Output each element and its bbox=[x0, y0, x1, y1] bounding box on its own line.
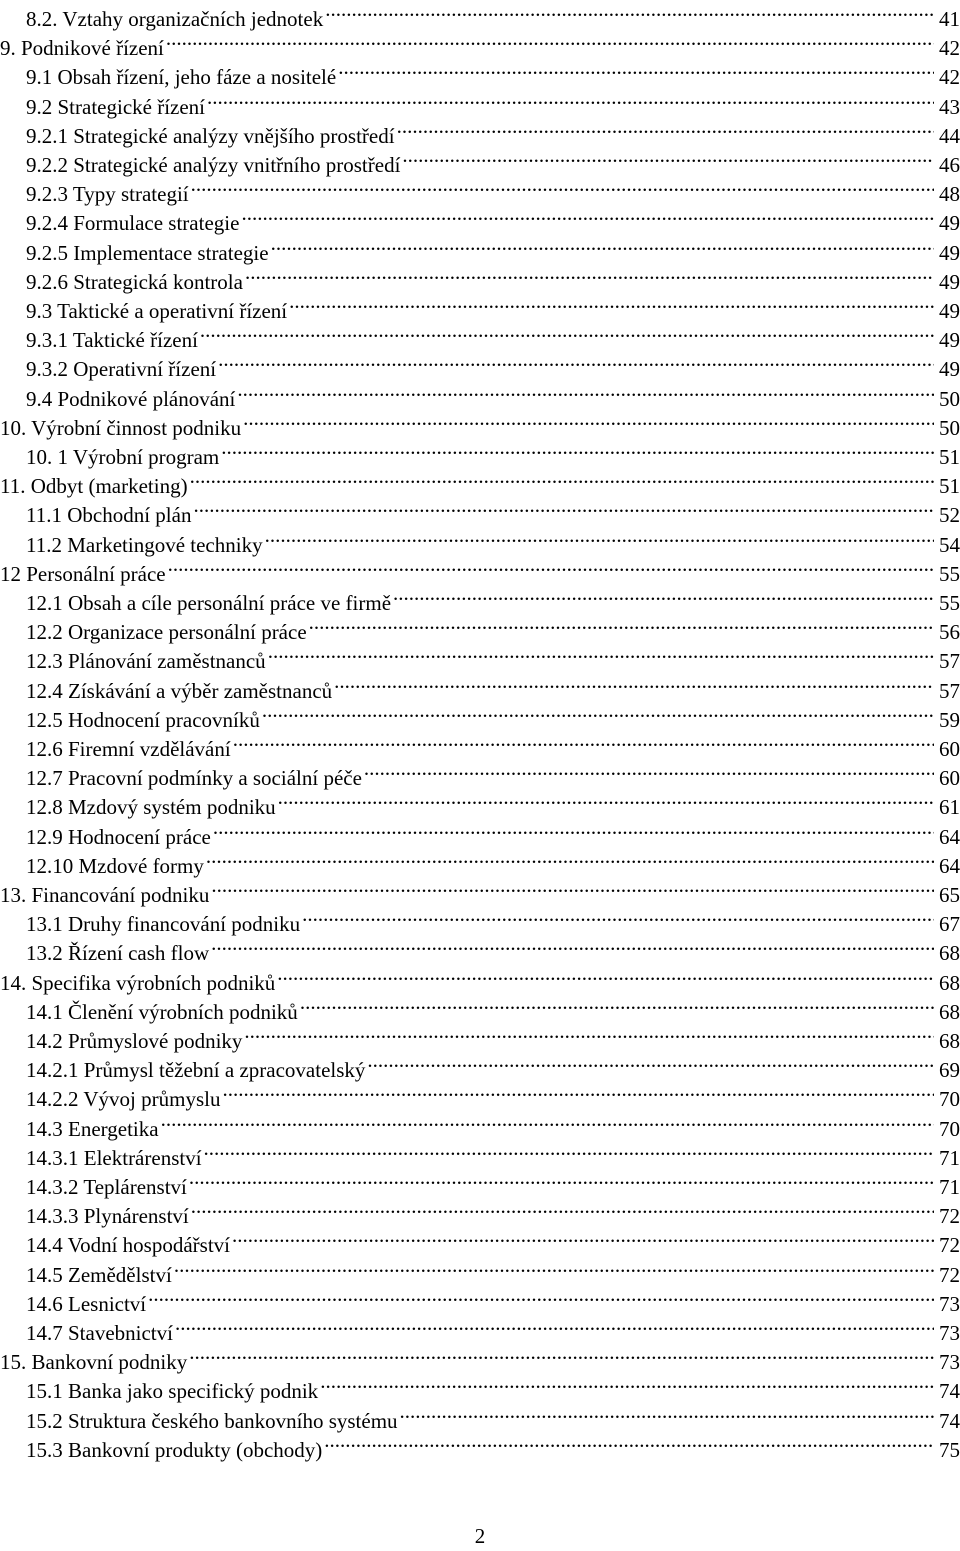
dot-leader bbox=[175, 1311, 934, 1340]
dot-leader bbox=[262, 698, 934, 727]
toc-entry-title: 9.2.1 Strategické analýzy vnějšího prostředí bbox=[26, 123, 395, 148]
dot-leader bbox=[213, 815, 934, 844]
toc-entry-page-number: 72 bbox=[939, 1233, 960, 1258]
toc-entry-page-number: 44 bbox=[939, 123, 960, 148]
toc-entry[interactable] bbox=[0, 1282, 960, 1316]
toc-entry-title: 12.7 Pracovní podmínky a sociální péče bbox=[26, 766, 362, 791]
toc-entry-title: 9.2.6 Strategická kontrola bbox=[26, 269, 243, 294]
dot-leader bbox=[325, 0, 934, 26]
toc-entry[interactable] bbox=[0, 1165, 960, 1199]
dot-leader bbox=[190, 464, 934, 493]
toc-entry-title: 8.2. Vztahy organizačních jednotek bbox=[26, 7, 324, 31]
toc-entry-page-number: 57 bbox=[939, 678, 960, 703]
dot-leader bbox=[324, 1428, 934, 1457]
dot-leader bbox=[244, 1019, 934, 1048]
toc-entry-page-number: 43 bbox=[939, 94, 960, 119]
toc-entry-page-number: 49 bbox=[939, 269, 960, 294]
dot-leader bbox=[221, 435, 934, 464]
dot-leader bbox=[161, 1107, 934, 1136]
toc-entry-title: 9.1 Obsah řízení, jeho fáze a nositelé bbox=[26, 65, 337, 90]
toc-entry[interactable] bbox=[0, 406, 960, 440]
toc-entry[interactable] bbox=[0, 377, 960, 411]
toc-entry-title: 14.2.1 Průmysl těžební a zpracovatelský bbox=[26, 1058, 366, 1083]
toc-entry-page-number: 74 bbox=[939, 1408, 960, 1433]
toc-entry[interactable] bbox=[0, 1311, 960, 1345]
dot-leader bbox=[400, 1399, 934, 1428]
toc-entry-page-number: 55 bbox=[939, 561, 960, 586]
toc-entry-title: 9. Podnikové řízení bbox=[0, 36, 164, 61]
toc-entry-page-number: 68 bbox=[939, 941, 960, 966]
toc-entry-title: 9.2.2 Strategické analýzy vnitřního prostředí bbox=[26, 153, 401, 177]
toc-entry-title: 11.1 Obchodní plán bbox=[26, 503, 192, 528]
dot-leader bbox=[278, 785, 934, 814]
toc-entry[interactable] bbox=[0, 1369, 960, 1404]
dot-leader bbox=[168, 552, 934, 581]
dot-leader bbox=[302, 902, 934, 931]
toc-entry-title: 12.1 Obsah a cíle personální práce ve firmě bbox=[26, 591, 392, 615]
toc-entry-page-number: 50 bbox=[939, 386, 960, 411]
dot-leader bbox=[232, 1223, 934, 1252]
toc-entry-page-number: 42 bbox=[939, 65, 960, 90]
toc-entry-title: 14.3.2 Teplárenství bbox=[26, 1175, 187, 1199]
toc-entry[interactable] bbox=[0, 1107, 960, 1141]
toc-entry-title: 15.3 Bankovní produkty (obchody) bbox=[26, 1437, 323, 1462]
toc-entry-title: 13.1 Druhy financování podniku bbox=[26, 912, 301, 937]
toc-entry[interactable] bbox=[0, 289, 960, 323]
toc-entry[interactable] bbox=[0, 961, 960, 995]
toc-entry-page-number: 49 bbox=[939, 299, 960, 323]
toc-entry[interactable] bbox=[0, 201, 960, 236]
toc-entry-title: 9.4 Podnikové plánování bbox=[26, 386, 236, 411]
dot-leader bbox=[211, 931, 934, 960]
toc-entry-page-number: 65 bbox=[939, 883, 960, 907]
toc-entry-title: 14.4 Vodní hospodářství bbox=[26, 1233, 230, 1258]
toc-entry-title: 14.3.1 Elektrárenství bbox=[26, 1145, 202, 1170]
dot-leader bbox=[271, 231, 934, 260]
dot-leader bbox=[237, 377, 934, 406]
toc-entry-page-number: 67 bbox=[939, 912, 960, 937]
toc-entry[interactable] bbox=[0, 1340, 960, 1375]
toc-entry[interactable] bbox=[0, 1048, 960, 1083]
toc-entry[interactable] bbox=[0, 523, 960, 557]
dot-leader bbox=[222, 1077, 934, 1106]
toc-entry-page-number: 75 bbox=[939, 1437, 960, 1462]
toc-entry[interactable] bbox=[0, 610, 960, 645]
toc-entry[interactable] bbox=[0, 143, 960, 177]
toc-entry[interactable] bbox=[0, 990, 960, 1024]
toc-entry-page-number: 48 bbox=[939, 182, 960, 207]
toc-entry-page-number: 70 bbox=[939, 1087, 960, 1112]
toc-entry-page-number: 49 bbox=[939, 211, 960, 236]
toc-entry-page-number: 61 bbox=[939, 795, 960, 820]
dot-leader bbox=[218, 347, 934, 376]
toc-entry-page-number: 49 bbox=[939, 357, 960, 382]
toc-entry-title: 14.3 Energetika bbox=[26, 1116, 159, 1141]
toc-entry[interactable] bbox=[0, 698, 960, 732]
toc-entry-page-number: 68 bbox=[939, 999, 960, 1024]
toc-entry-title: 14.5 Zemědělství bbox=[26, 1262, 172, 1287]
toc-entry[interactable] bbox=[0, 785, 960, 820]
toc-entry-title: 14.1 Členění výrobních podniků bbox=[26, 999, 298, 1024]
toc-entry-page-number: 51 bbox=[939, 474, 960, 499]
page-number: 2 bbox=[474, 1524, 486, 1548]
toc-entry[interactable] bbox=[0, 902, 960, 937]
toc-entry-page-number: 52 bbox=[939, 503, 960, 528]
toc-entry-title: 11. Odbyt (marketing) bbox=[0, 474, 188, 499]
dot-leader bbox=[191, 1194, 934, 1223]
dot-leader bbox=[207, 85, 934, 114]
dot-leader bbox=[148, 1282, 934, 1311]
toc-entry-title: 12.10 Mzdové formy bbox=[26, 853, 204, 878]
toc-entry[interactable] bbox=[0, 26, 960, 61]
toc-entry-page-number: 60 bbox=[939, 737, 960, 761]
toc-entry[interactable] bbox=[0, 172, 960, 207]
toc-entry-title: 14. Specifika výrobních podniků bbox=[0, 970, 276, 995]
toc-entry-page-number: 50 bbox=[939, 415, 960, 440]
dot-leader bbox=[300, 990, 934, 1019]
dot-leader bbox=[397, 114, 934, 143]
toc-entry-title: 14.3.3 Plynárenství bbox=[26, 1204, 189, 1229]
dot-leader bbox=[367, 1048, 934, 1077]
toc-entry-page-number: 70 bbox=[939, 1116, 960, 1141]
dot-leader bbox=[320, 1369, 934, 1398]
toc-entry-page-number: 51 bbox=[939, 445, 960, 469]
toc-entry-page-number: 72 bbox=[939, 1262, 960, 1287]
toc-entry[interactable] bbox=[0, 727, 960, 761]
toc-entry-page-number: 73 bbox=[939, 1291, 960, 1316]
toc-entry-page-number: 57 bbox=[939, 649, 960, 674]
toc-entry-title: 9.2.5 Implementace strategie bbox=[26, 240, 269, 265]
toc-entry-title: 14.2.2 Vývoj průmyslu bbox=[26, 1087, 221, 1112]
dot-leader bbox=[200, 318, 934, 347]
toc-entry[interactable] bbox=[0, 1194, 960, 1229]
toc-entry[interactable] bbox=[0, 318, 960, 353]
toc-entry-title: 15.1 Banka jako specifický podnik bbox=[26, 1379, 319, 1404]
toc-entry[interactable] bbox=[0, 931, 960, 966]
toc-entry-page-number: 49 bbox=[939, 328, 960, 353]
toc-entry-title: 15.2 Struktura českého bankovního systému bbox=[26, 1408, 398, 1433]
dot-leader bbox=[204, 1136, 934, 1165]
toc-entry-title: 9.2 Strategické řízení bbox=[26, 94, 206, 119]
dot-leader bbox=[241, 201, 934, 230]
toc-entry-title: 9.3.1 Taktické řízení bbox=[26, 328, 198, 353]
toc-entry-title: 14.2 Průmyslové podniky bbox=[26, 1029, 243, 1053]
toc-entry-page-number: 72 bbox=[939, 1204, 960, 1229]
dot-leader bbox=[265, 523, 934, 552]
toc-entry-title: 11.2 Marketingové techniky bbox=[26, 532, 263, 557]
toc-entry-title: 12.6 Firemní vzdělávání bbox=[26, 737, 231, 761]
toc-entry-page-number: 68 bbox=[939, 970, 960, 995]
toc-entry-title: 12.3 Plánování zaměstnanců bbox=[26, 649, 266, 674]
toc-entry-page-number: 46 bbox=[939, 153, 960, 177]
toc-entry-title: 13. Financování podniku bbox=[0, 883, 210, 907]
dot-leader bbox=[268, 639, 934, 668]
dot-leader bbox=[193, 493, 934, 522]
dot-leader bbox=[245, 260, 934, 289]
toc-entry-page-number: 55 bbox=[939, 591, 960, 615]
toc-entry-title: 14.7 Stavebnictví bbox=[26, 1321, 173, 1345]
toc-entry[interactable] bbox=[0, 493, 960, 528]
toc-entry-title: 12 Personální práce bbox=[0, 561, 166, 586]
dot-leader bbox=[402, 143, 934, 172]
toc-entry-title: 9.2.3 Typy strategií bbox=[26, 182, 189, 207]
toc-entry-title: 12.9 Hodnocení práce bbox=[26, 824, 211, 849]
toc-entry[interactable] bbox=[0, 873, 960, 907]
dot-leader bbox=[393, 581, 934, 610]
toc-entry[interactable] bbox=[0, 1428, 960, 1462]
dot-leader bbox=[243, 406, 934, 435]
toc-entry[interactable] bbox=[0, 1399, 960, 1433]
dot-leader bbox=[174, 1253, 934, 1282]
dot-leader bbox=[233, 727, 934, 756]
toc-entry[interactable] bbox=[0, 669, 960, 703]
toc-entry[interactable] bbox=[0, 815, 960, 849]
toc-entry-title: 12.2 Organizace personální práce bbox=[26, 620, 307, 645]
toc-entry-page-number: 69 bbox=[939, 1058, 960, 1083]
toc-entry-title: 15. Bankovní podniky bbox=[0, 1350, 188, 1375]
toc-entry[interactable] bbox=[0, 1223, 960, 1258]
toc-entry-page-number: 73 bbox=[939, 1350, 960, 1375]
toc-entry-page-number: 74 bbox=[939, 1379, 960, 1404]
toc-entry[interactable] bbox=[0, 231, 960, 265]
toc-entry[interactable] bbox=[0, 1077, 960, 1112]
toc-entry-page-number: 41 bbox=[939, 7, 960, 31]
dot-leader bbox=[206, 844, 934, 873]
toc-entry-title: 10. 1 Výrobní program bbox=[26, 445, 220, 469]
dot-leader bbox=[334, 669, 934, 698]
toc-entry[interactable] bbox=[0, 347, 960, 382]
toc-entry[interactable] bbox=[0, 85, 960, 119]
toc-entry[interactable] bbox=[0, 55, 960, 90]
dot-leader bbox=[211, 873, 934, 902]
toc-entry-title: 10. Výrobní činnost podniku bbox=[0, 415, 242, 440]
dot-leader bbox=[277, 961, 934, 990]
toc-entry-title: 13.2 Řízení cash flow bbox=[26, 941, 210, 966]
toc-entry-page-number: 60 bbox=[939, 766, 960, 791]
toc-entry[interactable] bbox=[0, 639, 960, 674]
dot-leader bbox=[189, 1165, 934, 1194]
toc-entry[interactable] bbox=[0, 552, 960, 586]
toc-entry-title: 9.2.4 Formulace strategie bbox=[26, 211, 240, 236]
toc-entry-page-number: 54 bbox=[939, 532, 960, 557]
toc-entry-page-number: 68 bbox=[939, 1029, 960, 1053]
dot-leader bbox=[338, 55, 934, 84]
toc-entry-page-number: 73 bbox=[939, 1321, 960, 1345]
toc-entry[interactable] bbox=[0, 1136, 960, 1170]
toc-entry-title: 12.4 Získávání a výběr zaměstnanců bbox=[26, 678, 333, 703]
toc-entry-title: 9.3 Taktické a operativní řízení bbox=[26, 299, 288, 323]
toc-entry-page-number: 71 bbox=[939, 1145, 960, 1170]
toc-entry-page-number: 64 bbox=[939, 824, 960, 849]
toc-entry[interactable] bbox=[0, 844, 960, 878]
toc-entry[interactable] bbox=[0, 0, 960, 31]
dot-leader bbox=[289, 289, 934, 318]
toc-entry-page-number: 42 bbox=[939, 36, 960, 61]
toc-entry-page-number: 49 bbox=[939, 240, 960, 265]
toc-entry[interactable] bbox=[0, 1019, 960, 1053]
toc-entry-page-number: 64 bbox=[939, 853, 960, 878]
toc-entry[interactable] bbox=[0, 435, 960, 469]
toc-entry-title: 9.3.2 Operativní řízení bbox=[26, 357, 217, 382]
toc-entry-page-number: 71 bbox=[939, 1175, 960, 1199]
dot-leader bbox=[191, 172, 934, 201]
dot-leader bbox=[364, 756, 934, 785]
dot-leader bbox=[189, 1340, 934, 1369]
dot-leader bbox=[309, 610, 934, 639]
toc-entry-title: 12.8 Mzdový systém podniku bbox=[26, 795, 276, 820]
toc-entry[interactable] bbox=[0, 114, 960, 148]
toc-entry[interactable] bbox=[0, 581, 960, 615]
toc-entry-title: 14.6 Lesnictví bbox=[26, 1291, 147, 1316]
toc-entry[interactable] bbox=[0, 464, 960, 499]
toc-entry-title: 12.5 Hodnocení pracovníků bbox=[26, 707, 260, 732]
toc-entry-page-number: 59 bbox=[939, 707, 960, 732]
toc-entry[interactable] bbox=[0, 260, 960, 294]
dot-leader bbox=[166, 26, 934, 55]
toc-entry[interactable] bbox=[0, 756, 960, 791]
toc-entry[interactable] bbox=[0, 1253, 960, 1287]
toc-entry-page-number: 56 bbox=[939, 620, 960, 645]
